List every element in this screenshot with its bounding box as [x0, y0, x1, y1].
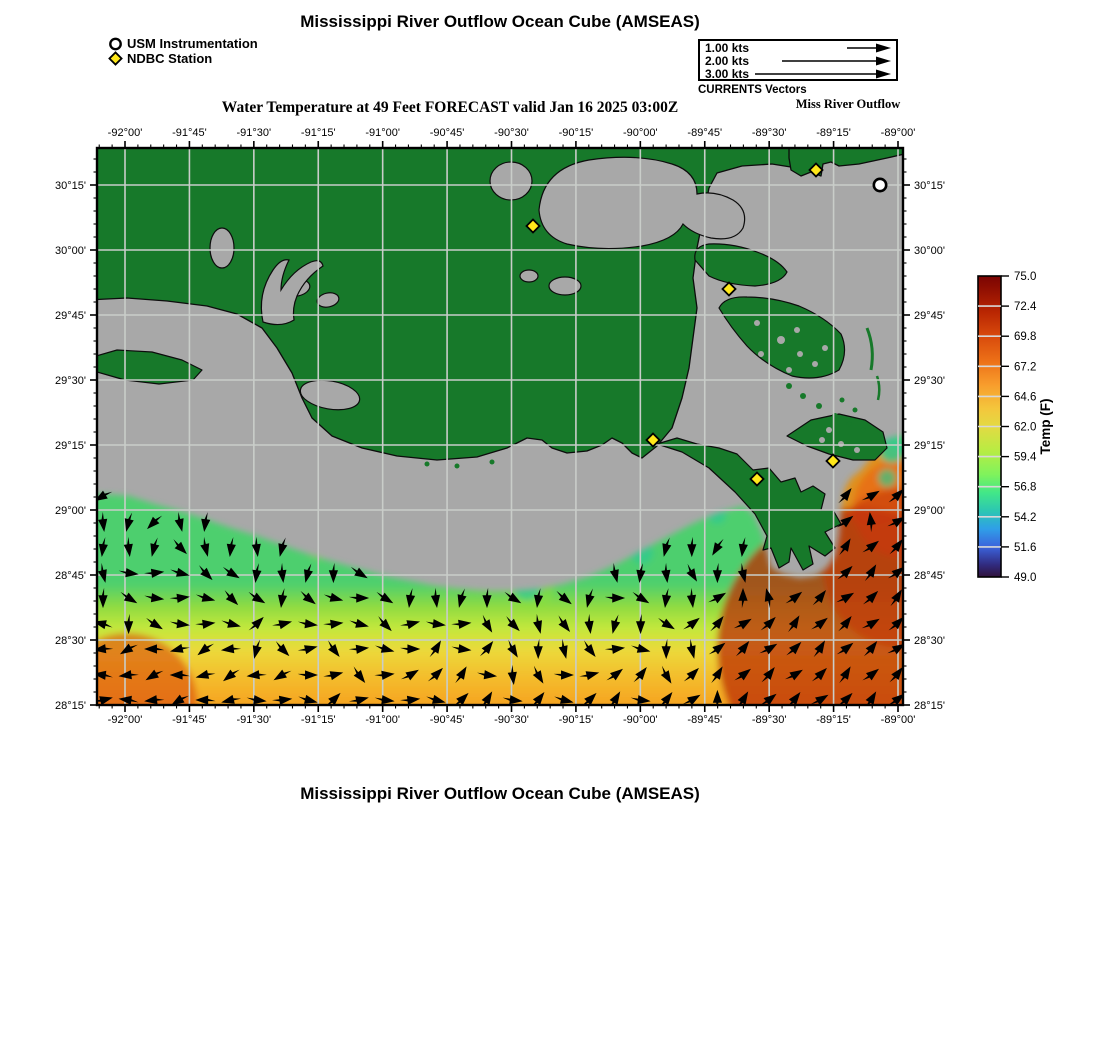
x-tick-label-bottom: -91°45'	[172, 714, 207, 726]
x-tick-label-bottom: -91°15'	[300, 714, 336, 726]
y-tick-label-right: 30°00'	[914, 245, 945, 257]
y-tick-label-right: 29°00'	[914, 505, 945, 517]
y-tick-label-right: 30°15'	[914, 180, 945, 192]
x-tick-label-bottom: -89°30'	[751, 714, 787, 726]
colorbar-tick-label: 59.4	[1014, 451, 1037, 464]
vector-scale-1-label: 1.00 kts	[705, 41, 750, 55]
y-tick-label-left: 29°15'	[55, 440, 86, 452]
x-tick-label-bottom: -89°15'	[816, 714, 851, 726]
y-tick-label-right: 28°15'	[914, 700, 945, 712]
figure-title-top: Mississippi River Outflow Ocean Cube (AMSEAS)	[300, 12, 700, 31]
colorbar-tick-label: 49.0	[1014, 572, 1037, 584]
y-tick-label-left: 29°30'	[55, 375, 86, 387]
figure-title-bottom: Mississippi River Outflow Ocean Cube (AMSEAS)	[300, 784, 700, 803]
currents-vectors-caption: CURRENTS Vectors	[698, 84, 807, 96]
colorbar-tick-label: 75.0	[1014, 271, 1037, 283]
y-tick-label-left: 28°45'	[55, 570, 86, 582]
colorbar-tick-label: 67.2	[1014, 361, 1037, 374]
map-plot-area	[57, 138, 997, 788]
x-tick-label-bottom: -90°45'	[429, 714, 465, 726]
x-tick-label-top: -92°00'	[107, 127, 143, 139]
x-tick-label-top: -90°15'	[558, 127, 594, 139]
colorbar-tick-label: 62.0	[1014, 421, 1037, 434]
x-tick-label-bottom: -91°30'	[236, 714, 272, 726]
x-tick-label-bottom: -90°30'	[494, 714, 529, 726]
y-tick-label-right: 29°45'	[914, 310, 945, 322]
colorbar-axis-label: Temp (F)	[1038, 398, 1053, 455]
vector-scale-3-label: 3.00 kts	[705, 67, 750, 81]
legend-label-ndbc: NDBC Station	[127, 51, 213, 66]
y-tick-label-left: 30°15'	[55, 180, 86, 192]
colorbar-tick-label: 56.8	[1014, 481, 1037, 494]
colorbar-tick-label: 72.4	[1014, 301, 1037, 314]
legend-label-usm: USM Instrumentation	[127, 36, 258, 51]
plot-subtitle: Water Temperature at 49 Feet FORECAST valid Jan 16 2025 03:00Z	[221, 99, 679, 116]
y-tick-label-right: 29°30'	[914, 375, 945, 387]
x-tick-label-top: -91°00'	[365, 127, 400, 139]
x-tick-label-bottom: -91°00'	[365, 714, 400, 726]
x-tick-label-top: -91°15'	[300, 127, 336, 139]
region-label: Miss River Outflow	[795, 97, 901, 111]
colorbar	[978, 271, 1053, 584]
y-tick-label-left: 28°15'	[55, 700, 86, 712]
x-tick-label-bottom: -90°15'	[558, 714, 594, 726]
x-tick-label-top: -89°30'	[751, 127, 787, 139]
x-tick-label-top: -90°45'	[429, 127, 465, 139]
x-tick-label-top: -89°00'	[880, 127, 916, 139]
usm-station-marker	[874, 179, 886, 191]
y-tick-label-left: 28°30'	[55, 635, 86, 647]
x-tick-label-top: -91°30'	[236, 127, 272, 139]
x-tick-label-top: -89°15'	[816, 127, 851, 139]
y-tick-label-left: 29°00'	[55, 505, 86, 517]
y-tick-label-left: 29°45'	[55, 310, 86, 322]
x-tick-label-top: -90°00'	[623, 127, 658, 139]
x-tick-label-bottom: -92°00'	[107, 714, 143, 726]
x-tick-label-top: -89°45'	[687, 127, 723, 139]
x-tick-label-bottom: -90°00'	[623, 714, 658, 726]
colorbar-tick-label: 51.6	[1014, 541, 1037, 554]
x-tick-label-bottom: -89°00'	[880, 714, 916, 726]
colorbar-tick-label: 69.8	[1014, 331, 1037, 344]
x-tick-label-bottom: -89°45'	[687, 714, 723, 726]
x-tick-label-top: -90°30'	[494, 127, 529, 139]
x-tick-label-top: -91°45'	[172, 127, 207, 139]
y-tick-label-right: 28°30'	[914, 635, 945, 647]
colorbar-tick-label: 54.2	[1014, 511, 1037, 524]
colorbar-tick-label: 64.6	[1014, 391, 1037, 404]
y-tick-label-right: 28°45'	[914, 570, 945, 582]
y-tick-label-right: 29°15'	[914, 440, 945, 452]
vector-scale-2-label: 2.00 kts	[705, 54, 750, 68]
calcasieu-lake	[210, 228, 234, 268]
y-tick-label-left: 30°00'	[55, 245, 86, 257]
